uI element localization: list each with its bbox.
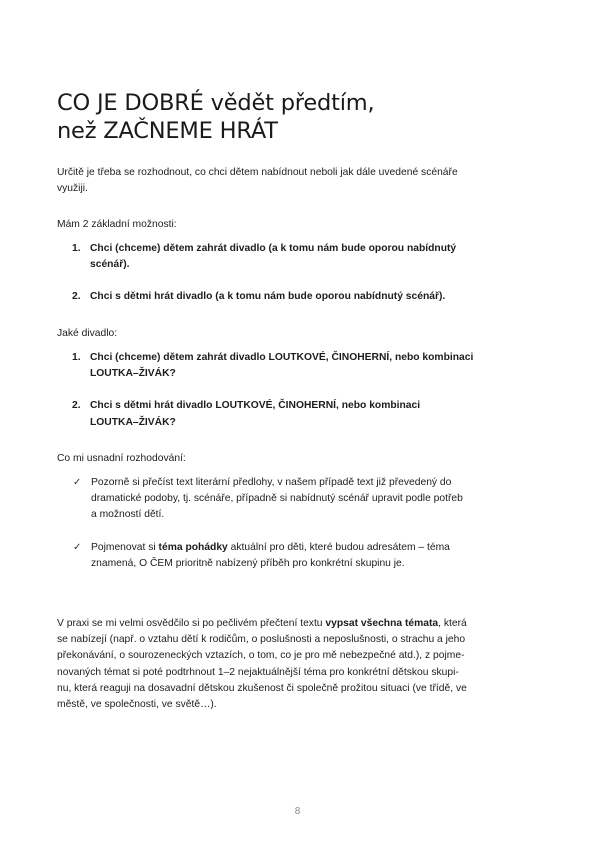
list-item [57,241,539,273]
list-number: 2. [72,291,81,303]
list-item [57,350,539,382]
closing-text: novaných témat si poté podtrhnout 1–2 nejaktuálnější téma pro konkrétní dětskou skupi- [57,666,459,678]
closing-text: městě, ve společnosti, ve světě…). [57,699,217,711]
check-icon: ✓ [73,477,82,488]
theatre-list [57,350,539,431]
checklist-text: Pozorně si přečíst text literární předlohy, v našem případě text již převedený do [91,477,452,488]
list-text-emphasis: LOUTKA–ŽIVÁK? [90,416,176,428]
closing-text: V praxi se mi velmi osvědčilo si po pečlivém přečtení textu [57,618,326,629]
theatre-heading: Jaké divadlo: [57,328,118,339]
list-number: 1. [72,352,81,363]
list-text-emphasis: LOUTKOVÉ, ČINOHERNÍ, nebo kombinaci [268,352,474,363]
closing-emphasis: vypsat všechna témata [325,618,439,629]
checklist-text: Pojmenovat si [91,541,159,553]
checklist-item [57,540,539,572]
list-text: Chci (chceme) dětem zahrát divadlo [90,352,269,363]
options-heading: Mám 2 základní možnosti: [57,219,177,230]
checklist-text: znamená, O ČEM prioritně nabízený příběh pro konkrétní skupinu je. [91,557,405,569]
options-list [57,241,539,306]
checklist-text-emphasis: téma pohádky [158,541,228,553]
checklist [57,475,539,572]
list-text: scénář). [90,259,130,271]
closing-text: překonávání, o sourozeneckých vztazích, o tom, co je pro mě nebezpečné atd.), z pojme- [57,650,465,662]
closing-text: nu, která reaguji na dosavadní dětskou zkušenost či společně prožitou situaci (ve třídě, ve [57,682,467,694]
closing-paragraph [57,616,539,713]
list-item [57,398,539,430]
list-text: Chci s dětmi hrát divadlo (a k tomu nám bude oporou nabídnutý scénář). [90,291,446,303]
checklist-item [57,475,539,524]
intro-paragraph [57,165,539,197]
page-title-line-1: CO JE DOBRÉ vědět předtím, [57,90,375,117]
list-text: Chci s dětmi hrát divadlo [90,400,216,412]
checklist-text: aktuální pro děti, které budou adresátem – téma [227,541,450,553]
list-text-emphasis: LOUTKA–ŽIVÁK? [90,368,176,380]
intro-line: využiji. [57,183,88,195]
page-number: 8 [294,806,301,817]
list-item [57,289,539,305]
check-icon: ✓ [73,541,82,553]
closing-text: se nabízejí (např. o vztahu dětí k rodičům, o poslušnosti a neposlušnosti, o strachu a jeho [57,634,466,646]
list-number: 2. [72,400,81,412]
checklist-text: dramatické podoby, tj. scénáře, případně si nabídnutý scénář upravit podle potřeb [91,493,463,505]
list-text-emphasis: LOUTKOVÉ, ČINOHERNÍ, nebo kombinaci [215,400,421,412]
list-number: 1. [72,243,81,254]
list-text: Chci (chceme) dětem zahrát divadlo (a k tomu nám bude oporou nabídnutý [90,243,457,254]
checklist-text: a možností dětí. [91,509,165,521]
page-title [57,89,557,145]
help-heading: Co mi usnadní rozhodování: [57,453,186,464]
intro-line: Určitě je třeba se rozhodnout, co chci dětem nabídnout neboli jak dále uvedené scénáře [57,167,458,178]
closing-text: , která [438,618,467,629]
page-title-line-2: než ZAČNEME HRÁT [57,118,278,145]
